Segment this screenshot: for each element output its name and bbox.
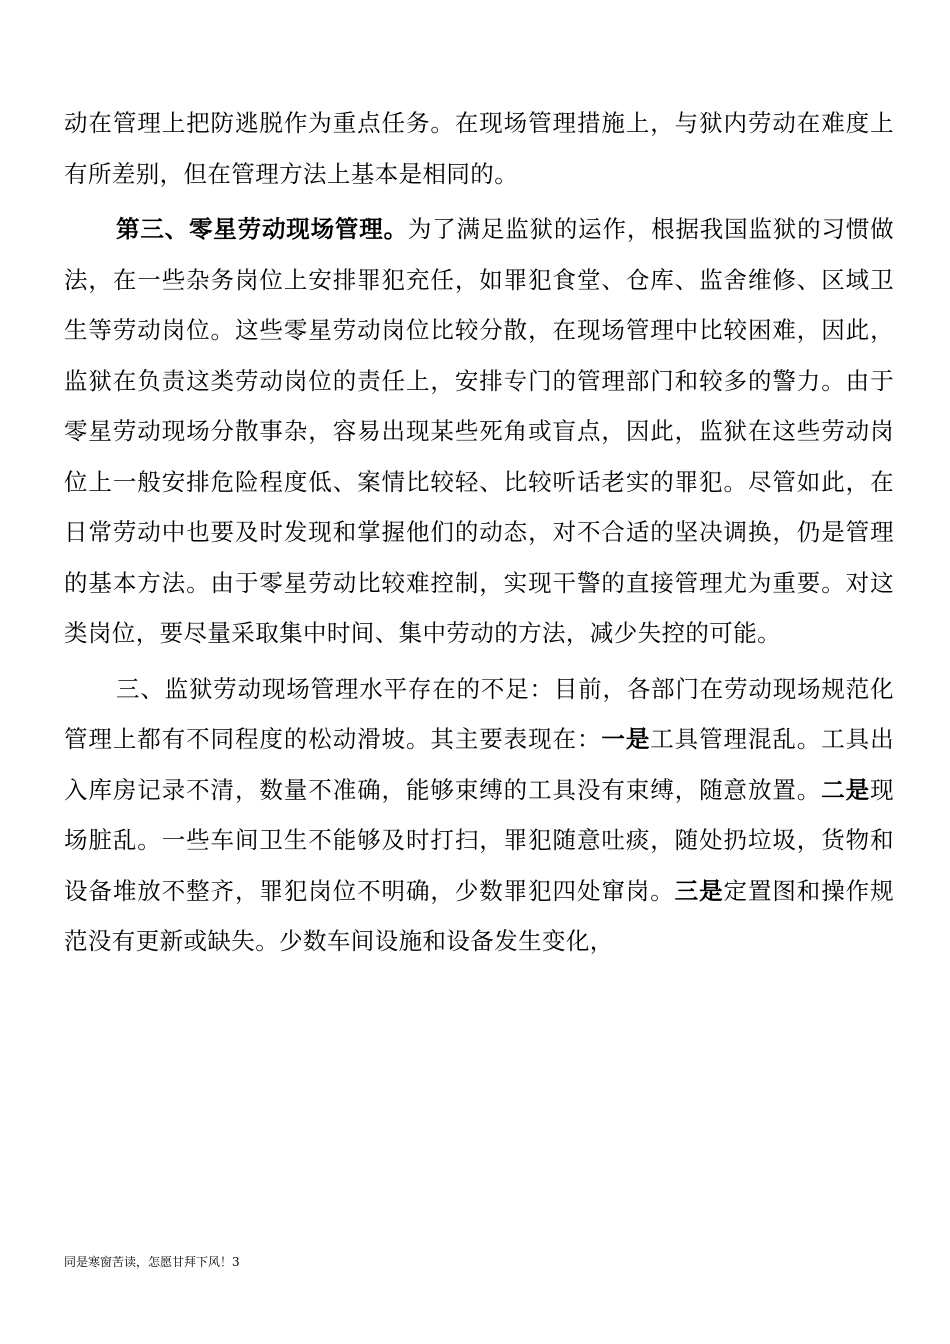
point-3-label: 三是	[674, 876, 724, 905]
paragraph-3-intro: 三、监狱劳动现场管理水平存在的不足：目前，各部门在劳动现场规范化管理上都有不同程度的松动滑坡。其主要表现在：	[64, 674, 894, 753]
point-2-text: 现场脏乱。一些车间卫生不能够及时打扫，罪犯随意吐痰，随处扔垃圾，货物和设备堆放不整齐，罪犯岗位不明确，少数罪犯四处窜岗。	[64, 775, 894, 905]
paragraph-2	[64, 204, 894, 659]
point-1-label: 一是	[601, 725, 651, 753]
page-footer: 同是寒窗苦读，怎愿甘拜下风！3	[64, 1255, 240, 1269]
point-2-label: 二是	[821, 775, 871, 804]
section-heading-3: 第三、零星劳动现场管理。	[116, 215, 408, 243]
paragraph-1	[64, 98, 894, 199]
document-body	[64, 98, 894, 967]
paragraph-1-text: 动在管理上把防逃脱作为重点任务。在现场管理措施上，与狱内劳动在难度上有所差别，但在管理方法上基本是相同的。	[64, 109, 894, 188]
point-1-text: 工具管理混乱。工具出入库房记录不清，数量不准确，能够束缚的工具没有束缚，随意放置。	[64, 725, 894, 804]
paragraph-2-text: 为了满足监狱的运作，根据我国监狱的习惯做法，在一些杂务岗位上安排罪犯充任，如罪犯食堂、仓库、监舍维修、区域卫生等劳动岗位。这些零星劳动岗位比较分散，在现场管理中比较困难，因此，监狱在负责这类劳动岗位的责任上，安排专门的管理部门和较多的警力。由于零星劳动现场分散事杂，容易出现某些死角或盲点，因此，监狱在这些劳动岗位上一般安排危险程度低、案情比较轻、比较听话老实的罪犯。尽管如此，在日常劳动中也要及时发现和掌握他们的动态，对不合适的坚决调换，仍是管理的基本方法。由于零星劳动比较难控制，实现干警的直接管理尤为重要。对这类岗位，要尽量采取集中时间、集中劳动的方法，减少失控的可能。	[64, 215, 894, 647]
point-3-text: 定置图和操作规范没有更新或缺失。少数车间设施和设备发生变化，	[64, 876, 894, 955]
paragraph-3	[64, 664, 894, 967]
